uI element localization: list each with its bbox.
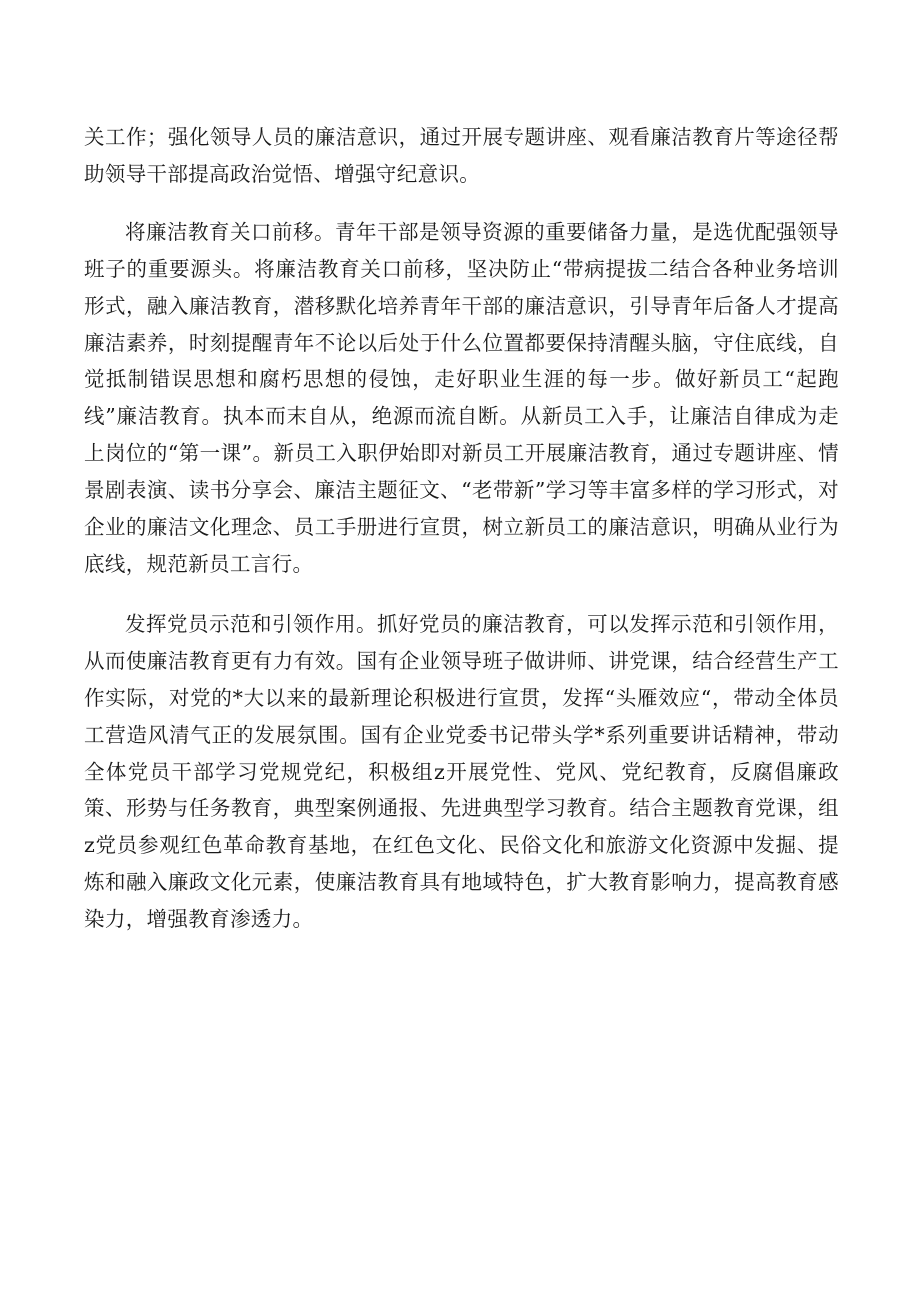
paragraph-party-member-role: 发挥党员示范和引领作用。抓好党员的廉洁教育，可以发挥示范和引领作用，从而使廉洁教育更有力有效。国有企业领导班子做讲师、讲党课，结合经营生产工作实际，对党的*大以来的最新理论积极进行宣贯，发挥“头雁效应“，带动全体员工营造风清气正的发展氛围。国有企业党委书记带头学*系列重要讲话精神，带动全体党员干部学习党规党纪，积极组z开展党性、党风、党纪教育，反腐倡廉政策、形势与任务教育，典型案例通报、先进典型学习教育。结合主题教育党课，组z党员参观红色革命教育基地，在红色文化、民俗文化和旅游文化资源中发掘、提炼和融入廉政文化元素，使廉洁教育具有地域特色，扩大教育影响力，提高教育感染力，增强教育渗透力。: [84, 611, 839, 932]
document-body: [84, 119, 839, 938]
paragraph-continuation: 关工作；强化领导人员的廉洁意识，通过开展专题讲座、观看廉洁教育片等途径帮助领导干部提高政治觉悟、增强守纪意识。: [84, 125, 839, 186]
paragraph-youth-cadre-education: 将廉洁教育关口前移。青年干部是领导资源的重要储备力量，是选优配强领导班子的重要源头。将廉洁教育关口前移，坚决防止“带病提拔二结合各种业务培训形式，融入廉洁教育，潜移默化培养青年干部的廉洁意识，引导青年后备人才提高廉洁素养，时刻提醒青年不论以后处于什么位置都要保持清醒头脑，守住底线，自觉抵制错误思想和腐朽思想的侵蚀，走好职业生涯的每一步。做好新员工“起跑线”廉洁教育。执本而末自从，绝源而流自断。从新员工入手，让廉洁自律成为走上岗位的“第一课”。新员工入职伊始即对新员工开展廉洁教育，通过专题讲座、情景剧表演、读书分享会、廉洁主题征文、“老带新”学习等丰富多样的学习形式，对企业的廉洁文化理念、员工手册进行宣贯，树立新员工的廉洁意识，明确从业行为底线，规范新员工言行。: [84, 219, 839, 576]
